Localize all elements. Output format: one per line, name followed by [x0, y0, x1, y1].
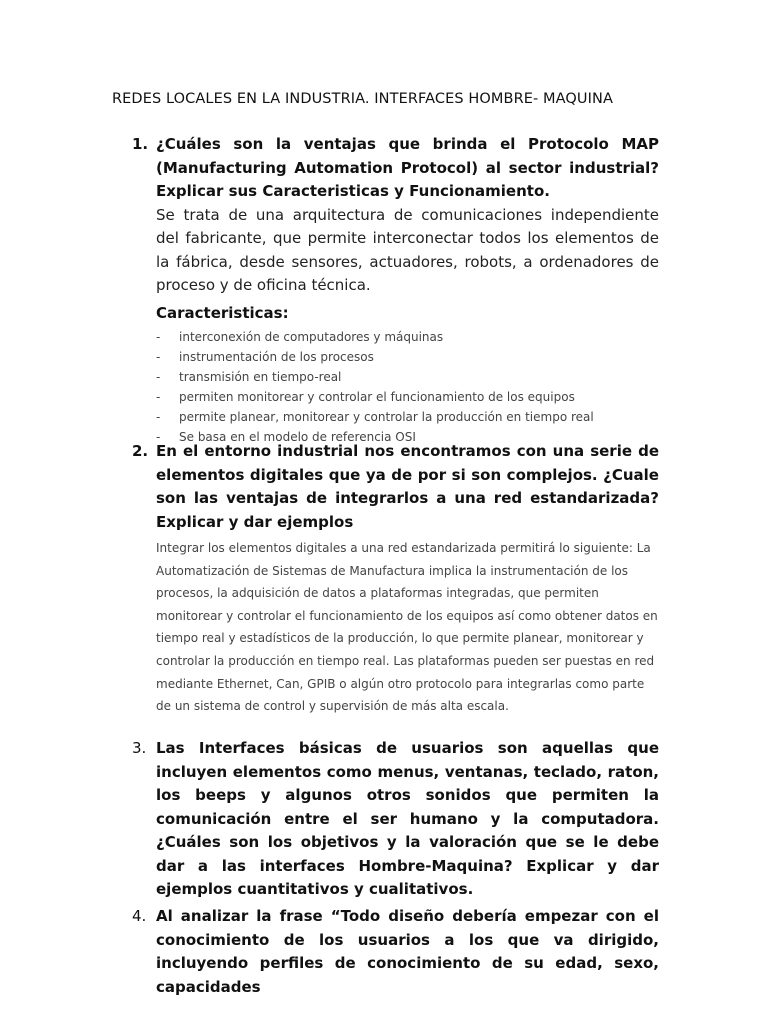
question-3 — [132, 737, 659, 902]
list-item: - transmisión en tiempo-real — [156, 370, 342, 384]
question-answer: Se trata de una arquitectura de comunicaciones independiente del fabricante, que permite interconectar todos los elementos de la fábrica, desde sensores, actuadores, robots, a ordenadores de proceso y de oficina técnica. — [156, 205, 659, 294]
question-number: 1. — [132, 135, 149, 153]
list-item: - permiten monitorear y controlar el funcionamiento de los equipos — [156, 390, 575, 404]
characteristics-heading: Caracteristicas: — [156, 303, 289, 322]
question-title: Al analizar la frase “Todo diseño debería empezar con el conocimiento de los usuarios a los que va dirigido, incluyendo perfiles de conocimiento de su edad, sexo, capacidades — [156, 907, 659, 996]
question-number: 4. — [132, 907, 147, 925]
page-title: REDES LOCALES EN LA INDUSTRIA. INTERFACES HOMBRE- MAQUINA — [112, 91, 613, 107]
question-answer: Integrar los elementos digitales a una red estandarizada permitirá lo siguiente: La Automatización de Sistemas de Manufactura implica la instrumentación de los procesos, la adquisición de datos a plataformas integradas, que permiten monitorear y controlar el funcionamiento de los equipos así como obtener datos en tiempo real y estadísticos de la producción, lo que permite planear, monitorear y controlar la producción en tiempo real. Las plataformas pueden ser puestas en red mediante Ethernet, Can, GPIB o algún otro protocolo para integrarlas como parte de un sistema de control y supervisión de más alta escala. — [156, 541, 658, 714]
list-item: - permite planear, monitorear y controlar la producción en tiempo real — [156, 410, 594, 424]
list-item: - instrumentación de los procesos — [156, 350, 374, 364]
question-2 — [132, 440, 659, 718]
characteristics-list — [156, 327, 659, 447]
list-item: - interconexión de computadores y máquinas — [156, 330, 444, 344]
question-title: ¿Cuáles son la ventajas que brinda el Protocolo MAP (Manufacturing Automation Protocol) al sector industrial? Explicar sus Caracteristicas y Funcionamiento. — [156, 135, 659, 200]
list-item: - Se basa en el modelo de referencia OSI — [156, 430, 416, 444]
question-number: 2. — [132, 442, 149, 460]
question-title: En el entorno industrial nos encontramos con una serie de elementos digitales que ya de por si son complejos. ¿Cuale son las ventajas de integrarlos a una red estandarizada? Explicar y dar ejemplos — [156, 442, 659, 531]
question-title: Las Interfaces básicas de usuarios son aquellas que incluyen elementos como menus, ventanas, teclado, raton, los beeps y algunos otros sonidos que permiten la comunicación entre el ser humano y la computadora. ¿Cuáles son los objetivos y la valoración que se le debe dar a las interfaces Hombre-Maquina? Explicar y dar ejemplos cuantitativos y cualitativos. — [156, 739, 659, 898]
question-4 — [132, 905, 659, 999]
question-1 — [132, 133, 659, 447]
question-number: 3. — [132, 739, 147, 757]
